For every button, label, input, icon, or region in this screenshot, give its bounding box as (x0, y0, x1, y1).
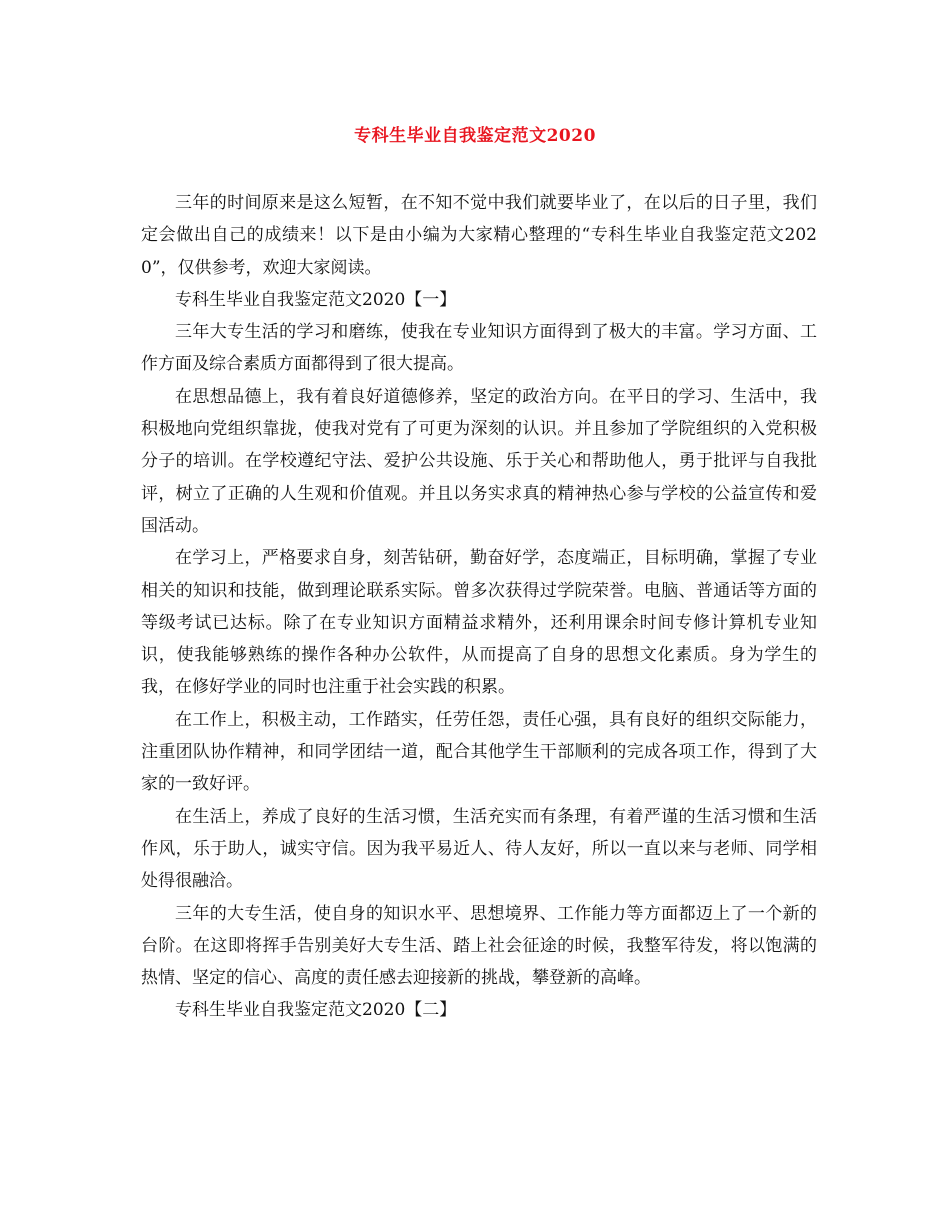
paragraph-study-summary: 三年大专生活的学习和磨练，使我在专业知识方面得到了极大的丰富。学习方面、工作方面及综合素质方面都得到了很大提高。 (141, 322, 817, 375)
paragraph-intro: 三年的时间原来是这么短暂，在不知不觉中我们就要毕业了，在以后的日子里，我们定会做出自己的成绩来！以下是由小编为大家精心整理的“专科生毕业自我鉴定范文2020”，仅供参考，欢迎大家阅读。 (141, 193, 817, 278)
section-heading-two: 专科生毕业自我鉴定范文2020【二】 (175, 1000, 457, 1021)
paragraph-life: 在生活上，养成了良好的生活习惯，生活充实而有条理，有着严谨的生活习惯和生活作风，乐于助人，诚实守信。因为我平易近人、待人友好，所以一直以来与老师、同学相处得很融洽。 (141, 806, 817, 892)
document-title: 专科生毕业自我鉴定范文2020 (354, 126, 596, 146)
paragraph-learning: 在学习上，严格要求自身，刻苦钻研，勤奋好学，态度端正，目标明确，掌握了专业相关的知识和技能，做到理论联系实际。曾多次获得过学院荣誉。电脑、普通话等方面的等级考试已达标。除了在专业知识方面精益求精外，还利用课余时间专修计算机专业知识，使我能够熟练的操作各种办公软件，从而提高了自身的思想文化素质。身为学生的我，在修好学业的同时也注重于社会实践的积累。 (141, 548, 817, 698)
paragraph-conclusion: 三年的大专生活，使自身的知识水平、思想境界、工作能力等方面都迈上了一个新的台阶。在这即将挥手告别美好大专生活、踏上社会征途的时候，我整军待发，将以饱满的热情、坚定的信心、高度的责任感去迎接新的挑战，攀登新的高峰。 (141, 903, 817, 989)
paragraph-work: 在工作上，积极主动，工作踏实，任劳任怨，责任心强，具有良好的组织交际能力，注重团队协作精神，和同学团结一道，配合其他学生干部顺利的完成各项工作，得到了大家的一致好评。 (141, 709, 817, 795)
section-heading-one: 专科生毕业自我鉴定范文2020【一】 (175, 289, 457, 310)
document-body (141, 187, 817, 1027)
paragraph-ideology: 在思想品德上，我有着良好道德修养，坚定的政治方向。在平日的学习、生活中，我积极地向党组织靠拢，使我对党有了可更为深刻的认识。并且参加了学院组织的入党积极分子的培训。在学校遵纪守法、爱护公共设施、乐于关心和帮助他人，勇于批评与自我批评，树立了正确的人生观和价值观。并且以务实求真的精神热心参与学校的公益宣传和爱国活动。 (141, 386, 817, 536)
